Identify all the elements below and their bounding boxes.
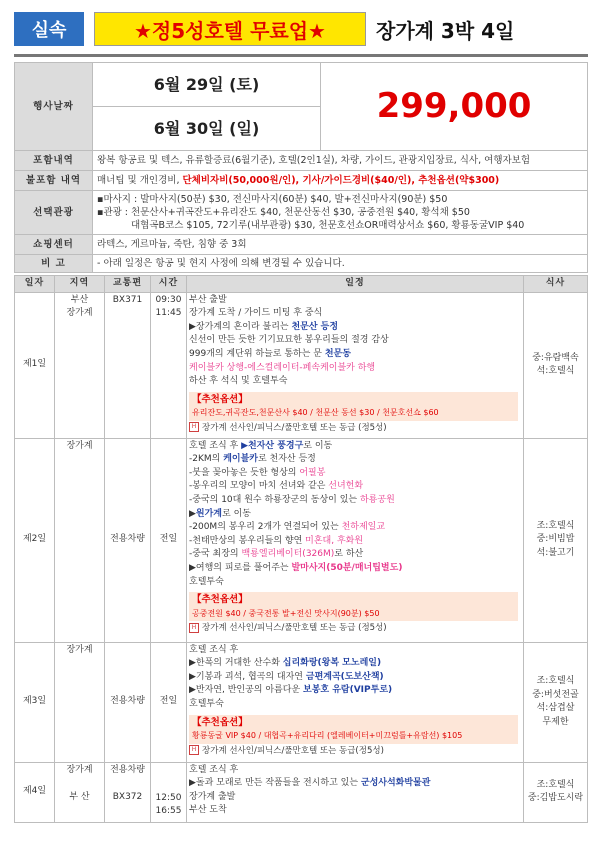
hotel-line: H 장가계 선사인/피닉스/풀만호텔 또는 동급 (정5성) — [189, 622, 521, 636]
included-label: 포함내역 — [15, 151, 93, 171]
col-time: 시간 — [151, 276, 187, 293]
col-area: 지역 — [55, 276, 105, 293]
day-itinerary: 호텔 조식 후 ▶돌과 모래로 만든 작품들을 전시하고 있는 군성사석화박물관 장가계 출발 부산 도착 — [187, 762, 524, 822]
col-day: 일자 — [15, 276, 55, 293]
day-time: 09:30 11:45 — [151, 292, 187, 438]
day-transport: 전용차량 — [105, 438, 151, 642]
category-badge: 실속 — [14, 12, 84, 46]
optional-label: 선택관광 — [15, 191, 93, 235]
day-transport: 전용차량 — [105, 642, 151, 762]
tour-title: 장가계 3박 4일 — [376, 18, 515, 43]
day-meal: 중:유람백속 석:호텔식 — [524, 292, 588, 438]
schedule-table — [14, 275, 588, 823]
day-transport: BX371 — [105, 292, 151, 438]
hotel-line: H 장가계 선사인/피닉스/풀만호텔 또는 동급 (정5성) — [189, 422, 521, 436]
day-label: 제1일 — [15, 292, 55, 438]
excluded-label: 불포함 내역 — [15, 171, 93, 191]
recommended-option: 【추천옵션】 황룡동굴 VIP $40 / 대협곡+유리다리 (엘레베이터+미끄럼틀+유람선) $105 — [189, 715, 518, 744]
shopping-text: 라텍스, 게르마늄, 죽탄, 침향 중 3회 — [93, 235, 588, 255]
note-text: - 아래 일정은 항공 및 현지 사정에 의해 변경될 수 있습니다. — [93, 255, 588, 273]
price: 299,000 — [321, 63, 588, 151]
day-time: 12:50 16:55 — [151, 762, 187, 822]
col-itinerary: 일정 — [187, 276, 524, 293]
col-meal: 식사 — [524, 276, 588, 293]
hotel-icon: H — [189, 745, 199, 755]
day-transport: 전용차량 BX372 — [105, 762, 151, 822]
header-divider — [14, 54, 588, 57]
excluded-text: 매너팁 및 개인경비, 단체비자비(50,000원/인), 기사/가이드경비($40/인), 추천옵션(약$300) — [93, 171, 588, 191]
day-itinerary: 호텔 조식 후 ▶천자산 풍경구로 이동 -2KM의 케이블카로 천자산 등정 -붓을 꽂아놓은 듯한 형상의 어필봉 -봉우리의 모양이 마치 선녀와 같은 선녀헌화 -중국의 10대 원수 하룡장군의 동상이 있는 하룡공원 ▶원가계로 이동 -200M의 봉우리 2개가 연결되어 있는 천하제일교 -천태만상의 봉우리들의 향연 미혼대, 후화원 -중국 최장의 백룡엘리베이터(326M)로 하산 ▶여행의 피로를 풀어주는 발마사지(50분/매너팁별도) 호텔투숙 【추천옵션】 공중전원 $40 / 중국전통 발+전신 맛사지(90분) $50 H 장가계 선사인/피닉스/풀만호텔 또는 동급 (정5성) — [187, 438, 524, 642]
day-area: 부산 장가계 — [55, 292, 105, 438]
day-row — [15, 438, 588, 642]
date-2: 6월 30일 (일) — [93, 107, 321, 151]
day-area: 장가계 부 산 — [55, 762, 105, 822]
day-row — [15, 642, 588, 762]
day-meal: 조:호텔식 중:비빔밥 석:불고기 — [524, 438, 588, 642]
hotel-line: H 장가계 선사인/피닉스/풀만호텔 또는 동급(정5성) — [189, 745, 521, 759]
shopping-label: 쇼핑센터 — [15, 235, 93, 255]
day-itinerary: 부산 출발 장가계 도착 / 가이드 미팅 후 중식 ▶장가계의 혼이라 불리는 천문산 등정 신선이 만든 듯한 기기묘묘한 봉우리들의 절경 감상 999개의 계단위 하늘로 통하는 문 천문동 케이블카 상행-에스컬레이터-페속케이블카 하행 하산 후 석식 및 호텔투숙 【추천옵션】 유리잔도,귀곡잔도,천문산사 $40 / 천문산 동선 $30 / 천문호선쇼 $60 H 장가계 선사인/피닉스/풀만호텔 또는 동급 (정5성) — [187, 292, 524, 438]
day-area: 장가계 — [55, 438, 105, 642]
info-table — [14, 62, 588, 273]
hotel-icon: H — [189, 422, 199, 432]
day-label: 제2일 — [15, 438, 55, 642]
day-label: 제3일 — [15, 642, 55, 762]
excluded-highlight: 단체비자비(50,000원/인), 기사/가이드경비($40/인), 추천옵션(약$300) — [182, 175, 500, 186]
top-header — [14, 8, 588, 50]
promo-title: ★정5성호텔 무료업★ — [94, 12, 366, 46]
included-text: 왕복 항공료 및 텍스, 유류할증료(6월기준), 호텔(2인1실), 차량, 가이드, 관광지입장료, 식사, 여행자보험 — [93, 151, 588, 171]
recommended-option: 【추천옵션】 유리잔도,귀곡잔도,천문산사 $40 / 천문산 동선 $30 / 천문호선쇼 $60 — [189, 392, 518, 421]
day-time: 전일 — [151, 438, 187, 642]
day-meal: 조:호텔식 중:버섯전골 석:삼겹살 무제한 — [524, 642, 588, 762]
date-1: 6월 29일 (토) — [93, 63, 321, 107]
optional-text: ▪마사지 : 발마사지(50분) $30, 전신마사지(60분) $40, 발+전신마사지(90분) $50 ▪관광 : 천문산사+귀곡잔도+유리잔도 $40, 천문산동선 $30, 공중전원 $40, 황석채 $50 대협곡B코스 $105, 72기루(내부관광) $30, 천문호선쇼OR매력상서쇼 $60, 황룡동굴VIP $40 — [93, 191, 588, 235]
day-row — [15, 762, 588, 822]
day-label: 제4일 — [15, 762, 55, 822]
day-time: 전일 — [151, 642, 187, 762]
note-label: 비 고 — [15, 255, 93, 273]
hotel-icon: H — [189, 623, 199, 633]
day-area: 장가계 — [55, 642, 105, 762]
recommended-option: 【추천옵션】 공중전원 $40 / 중국전통 발+전신 맛사지(90분) $50 — [189, 592, 518, 621]
date-label: 행사날짜 — [15, 63, 93, 151]
day-meal: 조:호텔식 중:김밥도시락 — [524, 762, 588, 822]
day-row — [15, 292, 588, 438]
col-transport: 교통편 — [105, 276, 151, 293]
day-itinerary: 호텔 조식 후 ▶한폭의 거대한 산수화 십리화랑(왕복 모노레일) ▶기봉과 괴석, 협곡의 대자연 금편계곡(도보산책) ▶반자연, 반인공의 아름다운 보봉호 유람(VIP투로) 호텔투숙 【추천옵션】 황룡동굴 VIP $40 / 대협곡+유리다리 (엘레베이터+미끄럼틀+유람선) $105 H 장가계 선사인/피닉스/풀만호텔 또는 동급(정5성) — [187, 642, 524, 762]
